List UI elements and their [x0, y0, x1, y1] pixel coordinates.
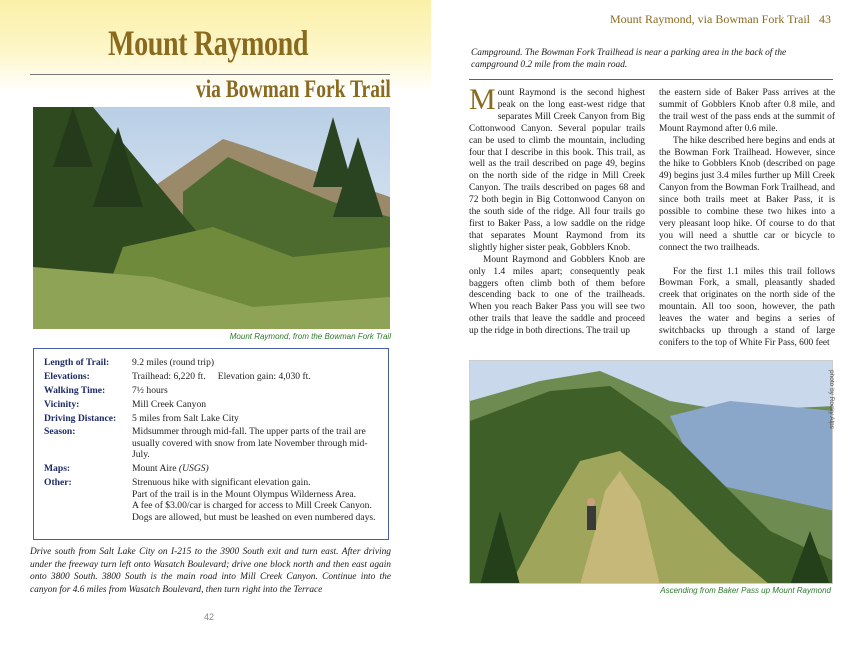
section-rule [469, 79, 833, 80]
intro-paragraph: Campground. The Bowman Fork Trailhead is near a parking area in the back of the campground 0.2 mile from the main road. [471, 48, 787, 71]
info-value: Midsummer through mid-fall. The upper parts of the trail are usually covered with snow from late November through mid-July. [132, 426, 368, 461]
ridge-photo [469, 360, 833, 584]
title-rule [30, 74, 390, 75]
info-key: Walking Time: [44, 384, 106, 396]
info-value [132, 463, 380, 475]
paragraph: The hike described here begins and ends at the Bowman Fork Trailhead. However, since the hike to Gobblers Knob (described on page 49) begins just 3.4 miles further up Mill Creek Canyon from the Bowman Fork Trailhead, and since both trails meet at Baker Pass, it is possible to combine these two hikes into a very pleasant loop hike. Of course to do that you will need a shuttle car or bicycle to connect the two trailheads. [659, 135, 835, 253]
page-number: 42 [204, 612, 215, 622]
info-row [44, 385, 380, 397]
map-name: Mount Aire [132, 463, 179, 475]
mountain-photo [33, 107, 390, 329]
info-value: 9.2 miles (round trip) [132, 357, 215, 368]
info-key: Other: [44, 477, 72, 489]
text-column-2 [659, 88, 835, 350]
info-row [44, 477, 380, 523]
info-row [44, 399, 380, 411]
page-subtitle: via Bowman Fork Trail [196, 76, 391, 103]
trail-info-box [33, 348, 389, 540]
paragraph: the eastern side of Baker Pass arrives at the summit of Gobblers Knob after 0.8 mile, and the trail west of the pass ends at the summit of Mount Raymond after 0.6 mile. [659, 88, 835, 134]
info-key: Season: [44, 426, 76, 438]
info-row [44, 426, 380, 461]
info-key: Driving Distance: [44, 412, 117, 424]
photo-caption: Mount Raymond, from the Bowman Fork Trail [229, 332, 391, 341]
info-value: 5 miles from Salt Lake City [132, 412, 239, 424]
running-head: Mount Raymond, via Bowman Fork Trail 43 [609, 12, 831, 26]
drop-cap: M [469, 83, 496, 116]
info-value: 7½ hours [132, 384, 168, 396]
photo-credit: photo by Rocky Alps [828, 370, 835, 429]
paragraph [469, 83, 645, 255]
info-value: Mill Creek Canyon [132, 398, 207, 410]
map-source: (USGS) [178, 463, 209, 475]
right-page [431, 0, 861, 646]
info-key: Maps: [44, 463, 71, 475]
driving-directions: Drive south from Salt Lake City on I-215 to the 3900 South exit and turn east. After driving under the freeway turn left onto Wasatch Boulevard; drive one block north and then east again onto 3800 South. 3800 South is the main road into Mill Creek Canyon. Continue into the canyon for 4.6 miles from Wasatch Boulevard, then turn right into the Terrace [30, 547, 391, 595]
info-row [44, 463, 380, 475]
info-value: Trailhead: 6,220 ft. Elevation gain: 4,030 ft. [132, 370, 311, 382]
info-row [44, 371, 380, 383]
photo-caption: Ascending from Baker Pass up Mount Raymond [660, 586, 831, 595]
text-column-1 [469, 83, 645, 338]
page-title: Mount Raymond [108, 23, 309, 63]
info-row [44, 357, 380, 369]
info-key: Elevations: [44, 370, 90, 382]
paragraph-text: ount Raymond is the second highest peak on the long east-west ridge that separates Mill Creek Canyon from Big Cottonwood Canyon. Several popular trails can be used to climb the mountain, including four that I describe in this book. This trail, as well as the trail described on page 49, begins on the north side of the ridge in Mill Creek Canyon. The trails described on pages 68 and 72 both begin in Big Cottonwood Canyon on the south side of the ridge. All four trails go first to Baker Pass, a low saddle on the ridge that separates Mount Raymond from its slightly higher sister peak, Gobblers Knob. [469, 88, 645, 253]
info-key: Vicinity: [44, 398, 80, 410]
paragraph: For the first 1.1 miles this trail follows Bowman Fork, a small, pleasantly shaded creek that originates on the north side of the mountain. All too soon, however, the path leaves the water and begins a series of switchbacks up through a stand of large conifers to the top of White Fir Pass, 600 feet [659, 266, 835, 349]
paragraph: Mount Raymond and Gobblers Knob are only 1.4 miles apart; consequently peak baggers often climb both of them before descending back to one of the trailheads. When you reach Baker Pass you will see two other trails that leave the saddle and proceed up the ridge in both directions. The trail up [469, 254, 645, 337]
info-value: Strenuous hike with significant elevation gain. Part of the trail is in the Mount Olympus Wilderness Area. A fee of $3.00/car is charged for access to Mill Creek Canyon. Dogs are allowed, but must be leashed on even numbered days. [132, 477, 376, 523]
info-row [44, 413, 380, 425]
info-key: Length of Trail: [44, 357, 110, 368]
